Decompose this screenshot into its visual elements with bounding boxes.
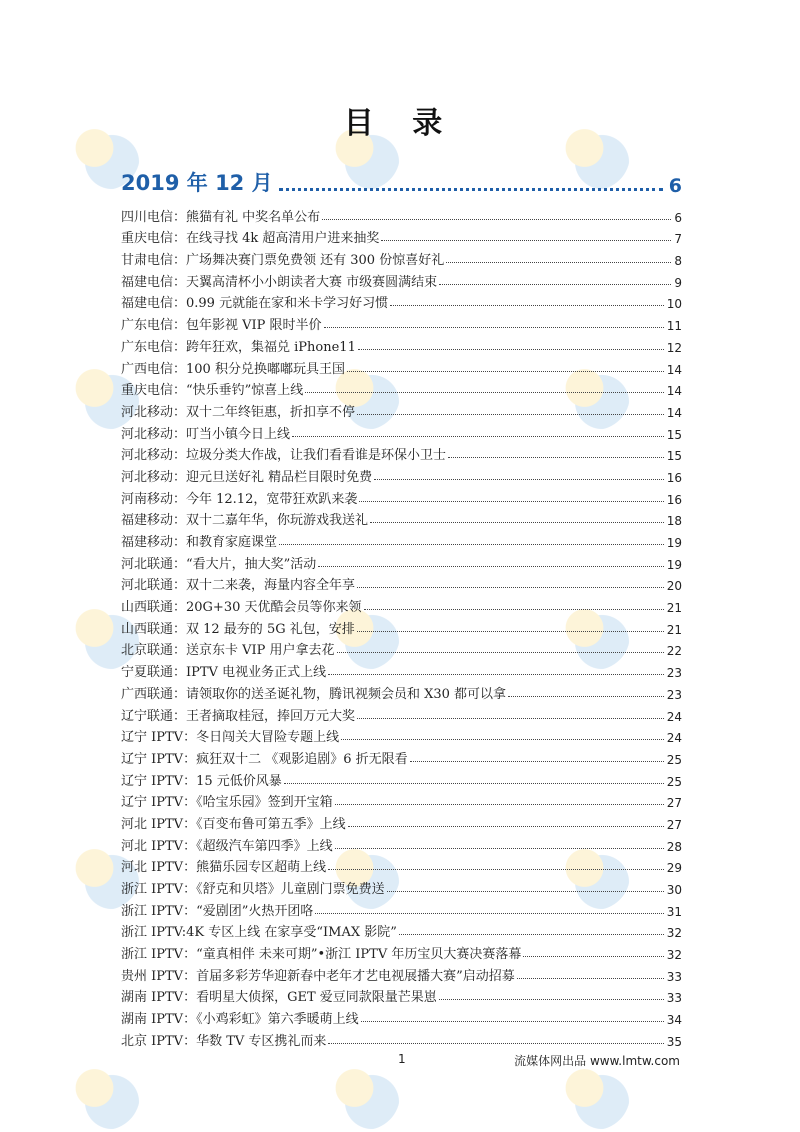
toc-entry-page: 19 bbox=[666, 536, 682, 550]
toc-entry-leader bbox=[387, 891, 664, 892]
toc-entry-page: 22 bbox=[666, 644, 682, 659]
toc-entry-page: 19 bbox=[666, 557, 682, 572]
toc-section-label: 2019 年 12 月 bbox=[121, 171, 273, 195]
toc-entry-leader bbox=[341, 739, 664, 740]
toc-entry-page: 8 bbox=[674, 254, 682, 269]
toc-entry-leader bbox=[328, 1043, 663, 1044]
toc-entry-title: 福建移动：双十二嘉年华，你玩游戏我送礼 bbox=[121, 513, 369, 529]
watermark-mark-icon bbox=[70, 1060, 140, 1130]
toc-entry-page: 14 bbox=[666, 384, 682, 399]
toc-entry[interactable] bbox=[121, 919, 682, 941]
toc-entry-leader bbox=[292, 436, 664, 437]
toc-entry-title: 浙江 IPTV：《舒克和贝塔》儿童剧门票免费送 bbox=[121, 882, 385, 897]
toc-entry-page: 34 bbox=[666, 1013, 682, 1028]
toc-entry-title: 广西电信：100 积分兑换嘟嘟玩具王国 bbox=[121, 361, 345, 377]
toc-entry-leader bbox=[390, 305, 664, 306]
toc-entry-page: 35 bbox=[666, 1034, 682, 1049]
toc-section-page: 6 bbox=[668, 175, 682, 197]
toc-entry[interactable] bbox=[121, 290, 682, 312]
toc-entry-page: 30 bbox=[666, 883, 682, 897]
toc-entry[interactable] bbox=[121, 333, 682, 355]
toc-entry[interactable] bbox=[121, 940, 682, 962]
toc-entry-leader bbox=[357, 718, 664, 719]
toc-entry-page: 12 bbox=[666, 340, 682, 355]
toc-entry-page: 32 bbox=[666, 948, 682, 963]
toc-entry-title: 辽宁 IPTV：疯狂双十二 《观影追剧》6 折无限看 bbox=[121, 751, 408, 767]
toc-entry-leader bbox=[370, 522, 664, 523]
toc-entry-title: 河南移动：今年 12.12，宽带狂欢趴来袭 bbox=[121, 491, 358, 507]
toc-entry-leader bbox=[446, 262, 671, 263]
toc-entry-leader bbox=[315, 913, 663, 914]
toc-entry-title: 福建电信：0.99 元就能在家和米卡学习好习惯 bbox=[121, 296, 389, 312]
toc-entry-leader bbox=[361, 1021, 664, 1022]
toc-entry-leader bbox=[358, 349, 664, 350]
toc-entry-leader bbox=[318, 566, 663, 567]
toc-entry-page: 29 bbox=[666, 861, 682, 876]
toc-entry-page: 21 bbox=[666, 622, 682, 637]
toc-entry[interactable] bbox=[121, 528, 682, 550]
toc-entry-title: 广西联通：请领取你的送圣诞礼物，腾讯视频会员和 X30 都可以拿 bbox=[121, 686, 507, 702]
toc-entry-title: 福建电信：天翼高清杯小小朗读者大赛 市级赛圆满结束 bbox=[121, 274, 438, 290]
toc-entry[interactable] bbox=[121, 246, 682, 268]
toc-entry-page: 20 bbox=[666, 579, 682, 594]
toc-entry-leader bbox=[324, 327, 664, 328]
toc-entry-title: 辽宁 IPTV：《哈宝乐园》签到开宝箱 bbox=[121, 795, 333, 811]
toc-entry-page: 23 bbox=[666, 687, 682, 702]
toc-entry-leader bbox=[335, 804, 664, 805]
toc-entry-title: 河北移动：迎元旦送好礼 精品栏目限时免费 bbox=[121, 469, 373, 485]
toc-entry-page: 32 bbox=[666, 926, 682, 941]
toc-entry-title: 辽宁 IPTV：15 元低价风暴 bbox=[121, 773, 282, 789]
toc-entry-page: 33 bbox=[666, 991, 682, 1006]
toc-entry[interactable] bbox=[121, 789, 682, 811]
toc-entry[interactable] bbox=[121, 875, 682, 897]
toc-entry-title: 河北移动：叮当小镇今日上线 bbox=[121, 426, 291, 442]
watermark-mark-icon bbox=[560, 1060, 630, 1130]
toc-entry-leader bbox=[337, 652, 664, 653]
toc-entry-leader bbox=[399, 934, 664, 935]
toc-entry[interactable] bbox=[121, 658, 682, 680]
toc-entry[interactable] bbox=[121, 203, 682, 225]
toc-entry-leader bbox=[322, 219, 671, 220]
toc-entry-page: 33 bbox=[666, 969, 682, 984]
toc-entry-page: 10 bbox=[666, 297, 682, 312]
toc-entry[interactable] bbox=[121, 507, 682, 529]
toc-entry[interactable] bbox=[121, 615, 682, 637]
toc-entry-title: 北京联通：送京东卡 VIP 用户拿去花 bbox=[121, 643, 335, 659]
toc-entry-title: 湖南 IPTV：《小鸡彩虹》第六季暖萌上线 bbox=[121, 1012, 359, 1028]
toc-entry-title: 河北联通：“看大片，抽大奖”活动 bbox=[121, 556, 317, 572]
watermark-mark-icon bbox=[330, 1060, 400, 1130]
toc-entry-leader bbox=[381, 240, 671, 241]
toc-entry[interactable] bbox=[121, 1005, 682, 1027]
toc-entry-title: 重庆电信：在线寻找 4k 超高清用户进来抽奖 bbox=[121, 231, 380, 247]
toc-section-heading[interactable] bbox=[121, 167, 682, 197]
toc-entry-leader bbox=[279, 544, 664, 545]
toc-entry-page: 15 bbox=[666, 427, 682, 442]
page-title: 目 录 bbox=[343, 106, 457, 141]
toc-entry-page: 14 bbox=[666, 405, 682, 420]
toc-entry[interactable] bbox=[121, 593, 682, 615]
toc-entry[interactable] bbox=[121, 810, 682, 832]
toc-entry-title: 贵州 IPTV：首届多彩芳华迎新春中老年才艺电视展播大赛”启动招募 bbox=[121, 968, 515, 984]
toc-entry-page: 24 bbox=[666, 709, 682, 724]
toc-entry-leader bbox=[328, 674, 664, 675]
toc-entry[interactable] bbox=[121, 637, 682, 659]
toc-entry-leader bbox=[364, 609, 664, 610]
toc-entry-page: 9 bbox=[674, 275, 682, 290]
toc-entry[interactable] bbox=[121, 572, 682, 594]
toc-entry-title: 山西联通：双 12 最夯的 5G 礼包，安排 bbox=[121, 621, 355, 637]
toc-list bbox=[121, 203, 682, 1049]
toc-entry-page: 16 bbox=[666, 470, 682, 485]
toc-entry[interactable] bbox=[121, 1027, 682, 1049]
toc-entry-page: 6 bbox=[674, 210, 682, 225]
toc-entry[interactable] bbox=[121, 832, 682, 854]
toc-entry[interactable] bbox=[121, 767, 682, 789]
toc-entry[interactable] bbox=[121, 420, 682, 442]
toc-entry-page: 11 bbox=[666, 319, 682, 334]
toc-entry-page: 27 bbox=[666, 817, 682, 832]
toc-entry-title: 河北 IPTV：《百变布鲁可第五季》上线 bbox=[121, 816, 346, 832]
toc-entry-leader bbox=[357, 631, 664, 632]
toc-entry-title: 河北 IPTV：《超级汽车第四季》上线 bbox=[121, 838, 333, 854]
toc-entry-leader bbox=[508, 696, 664, 697]
toc-entry[interactable] bbox=[121, 962, 682, 984]
toc-entry-page: 28 bbox=[666, 839, 682, 854]
toc-entry-leader bbox=[410, 761, 664, 762]
toc-entry-title: 辽宁联通：王者摘取桂冠，捧回万元大奖 bbox=[121, 708, 356, 724]
toc-entry-leader bbox=[305, 392, 663, 393]
toc-entry-leader bbox=[448, 457, 664, 458]
toc-entry-page: 14 bbox=[666, 362, 682, 377]
toc-entry[interactable] bbox=[121, 377, 682, 399]
toc-entry[interactable] bbox=[121, 442, 682, 464]
toc-entry-title: 宁夏联通：IPTV 电视业务正式上线 bbox=[121, 665, 327, 681]
toc-entry-title: 四川电信：熊猫有礼 中奖名单公布 bbox=[121, 209, 321, 225]
toc-entry-title: 浙江 IPTV:4K 专区上线 在家享受“IMAX 影院” bbox=[121, 925, 397, 941]
footer-page-number: 1 bbox=[398, 1052, 406, 1066]
toc-entry-page: 31 bbox=[666, 904, 682, 919]
toc-entry-leader bbox=[374, 479, 664, 480]
toc-entry-leader bbox=[439, 284, 671, 285]
toc-entry-page: 7 bbox=[674, 232, 682, 247]
toc-entry[interactable] bbox=[121, 680, 682, 702]
toc-entry[interactable] bbox=[121, 485, 682, 507]
toc-entry-title: 河北移动：双十二年终钜惠，折扣享不停 bbox=[121, 404, 356, 420]
toc-entry-page: 27 bbox=[666, 796, 682, 811]
toc-entry-leader bbox=[523, 956, 663, 957]
toc-entry-page: 25 bbox=[666, 752, 682, 767]
toc-entry-title: 广东电信：跨年狂欢，集福兑 iPhone11 bbox=[121, 339, 356, 355]
toc-entry[interactable] bbox=[121, 745, 682, 767]
toc-section-leader bbox=[279, 187, 663, 191]
toc-entry-leader bbox=[348, 826, 664, 827]
toc-entry-leader bbox=[335, 848, 664, 849]
toc-entry[interactable] bbox=[121, 702, 682, 724]
toc-entry-title: 河北 IPTV：熊猫乐园专区超萌上线 bbox=[121, 860, 327, 876]
toc-entry-title: 辽宁 IPTV：冬日闯关大冒险专题上线 bbox=[121, 730, 340, 746]
toc-entry-title: 浙江 IPTV：“爱剧团”火热开团咯 bbox=[121, 903, 314, 919]
toc-entry-leader bbox=[328, 869, 664, 870]
toc-entry-title: 重庆电信：“快乐垂钓”惊喜上线 bbox=[121, 383, 304, 399]
toc-entry[interactable] bbox=[121, 355, 682, 377]
toc-entry[interactable] bbox=[121, 463, 682, 485]
toc-entry-page: 18 bbox=[666, 514, 682, 529]
footer-brand: 流媒体网出品 www.lmtw.com bbox=[514, 1054, 680, 1068]
toc-entry-leader bbox=[359, 501, 663, 502]
toc-entry-page: 16 bbox=[666, 492, 682, 507]
toc-entry[interactable] bbox=[121, 897, 682, 919]
toc-entry-leader bbox=[357, 414, 664, 415]
toc-entry[interactable] bbox=[121, 225, 682, 247]
toc-entry-title: 山西联通：20G+30 天优酷会员等你来领 bbox=[121, 600, 362, 616]
toc-entry[interactable] bbox=[121, 268, 682, 290]
toc-entry-page: 24 bbox=[666, 731, 682, 746]
toc-entry[interactable] bbox=[121, 984, 682, 1006]
toc-entry[interactable] bbox=[121, 724, 682, 746]
toc-entry-title: 北京 IPTV：华数 TV 专区携礼而来 bbox=[121, 1033, 327, 1049]
toc-entry-title: 湖南 IPTV：看明星大侦探，GET 爱豆同款限量芒果崽 bbox=[121, 990, 437, 1006]
toc-entry[interactable] bbox=[121, 550, 682, 572]
toc-entry-leader bbox=[439, 999, 664, 1000]
toc-entry-page: 23 bbox=[666, 666, 682, 681]
toc-entry-leader bbox=[284, 783, 664, 784]
toc-entry-leader bbox=[517, 978, 664, 979]
toc-entry-leader bbox=[357, 587, 664, 588]
toc-entry-title: 河北移动：垃圾分类大作战，让我们看看谁是环保小卫士 bbox=[121, 448, 447, 464]
toc-entry[interactable] bbox=[121, 398, 682, 420]
toc-entry-title: 广东电信：包年影视 VIP 限时半价 bbox=[121, 318, 322, 334]
toc-entry-title: 福建移动：和教育家庭课堂 bbox=[121, 535, 278, 550]
toc-entry-title: 浙江 IPTV：“童真相伴 未来可期”•浙江 IPTV 年历宝贝大赛决赛落幕 bbox=[121, 947, 522, 963]
toc-entry-title: 河北联通：双十二来袭，海量内容全年享 bbox=[121, 578, 356, 594]
toc-entry-page: 25 bbox=[666, 774, 682, 789]
toc-entry-page: 15 bbox=[666, 449, 682, 464]
toc-entry[interactable] bbox=[121, 311, 682, 333]
toc-entry-page: 21 bbox=[666, 601, 682, 616]
toc-entry[interactable] bbox=[121, 854, 682, 876]
toc-entry-leader bbox=[347, 371, 664, 372]
toc-entry-title: 甘肃电信：广场舞决赛门票免费领 还有 300 份惊喜好礼 bbox=[121, 253, 445, 269]
